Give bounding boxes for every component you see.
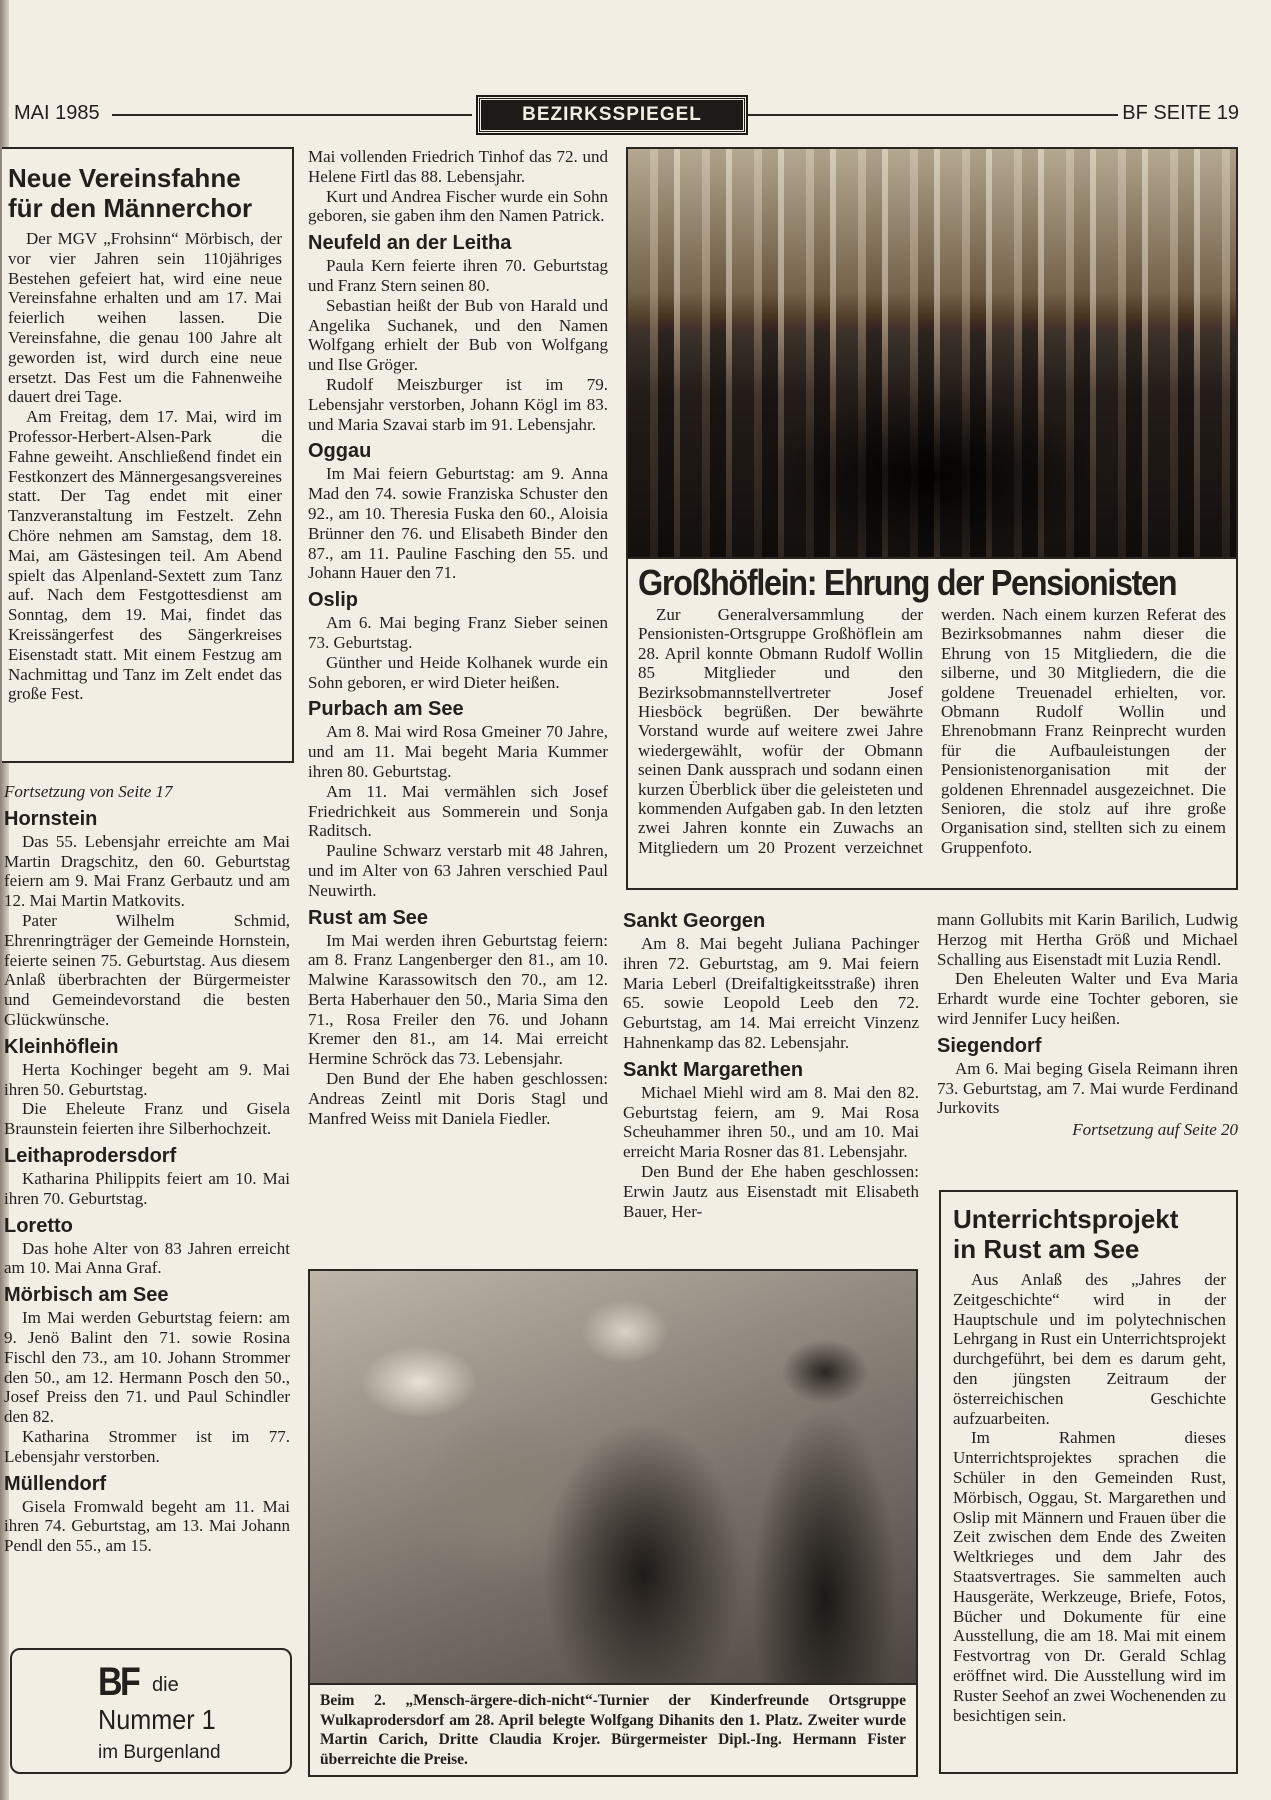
paragraph: Am 6. Mai beging Franz Sieber seinen 73. Geburtstag. bbox=[308, 613, 608, 652]
paragraph: Günther und Heide Kolhanek wurde ein Sohn geboren, er wird Dieter heißen. bbox=[308, 652, 608, 692]
ad-line: Nummer 1 bbox=[98, 1704, 216, 1735]
article-title bbox=[8, 163, 282, 223]
paragraph: Im Mai feiern Geburtstag: am 9. Anna Mad den 74. sowie Franziska Schuster den 92., am 10. Theresia Fuska den 60., Aloisia Brünner den 76. und Elisabeth Binder den 87., am 11. Pauline Fasching den 55. und Johann Hauer den 71. bbox=[308, 464, 608, 583]
paragraph: Das 55. Lebensjahr erreichte am Mai Martin Dragschitz, den 60. Geburtstag feiern am 9. Mai Franz Gerbautz und am 12. Mai Martin Matkovits. bbox=[4, 831, 290, 911]
paragraph: Im Mai werden Geburtstag feiern: am 9. Jenö Balint den 71. sowie Rosina Fischl den 73., am 10. Johann Strommer den 50., am 12. Hermann Posch den 50., Josef Preiss den 71. und Paul Schindler den 82. bbox=[4, 1308, 290, 1427]
article-body bbox=[8, 229, 282, 704]
section-heading: Kleinhöflein bbox=[4, 1035, 119, 1058]
section-heading: Mörbisch am See bbox=[4, 1284, 169, 1307]
paragraph: Den Bund der Ehe haben geschlossen: Andreas Zeintl mit Doris Stagl und Manfred Weiss mit Daniela Fiedler. bbox=[308, 1069, 608, 1128]
section-heading: Hornstein bbox=[4, 807, 98, 830]
section-heading: Leithaprodersdorf bbox=[4, 1144, 177, 1167]
paragraph: Mai vollenden Friedrich Tinhof das 72. und Helene Firtl das 88. Lebensjahr. bbox=[308, 147, 608, 186]
bf-logo: BF bbox=[98, 1660, 139, 1704]
article-box-vereinsfahne bbox=[2, 147, 294, 763]
section-heading: Sankt Margarethen bbox=[623, 1058, 804, 1081]
continuation-note: Fortsetzung auf Seite 20 bbox=[1072, 1120, 1238, 1140]
paragraph: mann Gollubits mit Karin Barilich, Ludwig Herzog mit Hertha Größ und Michael Schalling aus Eisenstadt mit Luzia Rendl. bbox=[937, 910, 1238, 969]
section-heading: Oggau bbox=[308, 440, 372, 463]
continuation-note: Fortsetzung von Seite 17 bbox=[4, 782, 173, 801]
section-heading: Rust am See bbox=[308, 906, 429, 929]
paragraph: Herta Kochinger begeht am 9. Mai ihren 50. Geburtstag. bbox=[4, 1059, 290, 1099]
paragraph: Michael Miehl wird am 8. Mai den 82. Geburtstag feiern, am 9. Mai Rosa Scheuhammer ihren 50., und am 10. Mai erreicht Maria Rosner das 81. Lebensjahr. bbox=[623, 1082, 919, 1162]
header-rule bbox=[748, 114, 1118, 116]
paragraph: Der MGV „Frohsinn“ Mörbisch, der vor vier Jahren sein 110jähriges Bestehen gefeiert hat, wird eine neue Vereinsfahne erhalten und am 17. Mai feierlich weihen lassen. Die Vereinsfahne, die genau 100 Jahre alt geworden ist, wird durch eine neue ersetzt. Das Fest um die Fahnenweihe dauert drei Tage. bbox=[8, 229, 282, 407]
paragraph: Am 8. Mai begeht Juliana Pachinger ihren 72. Geburtstag, am 9. Mai feiern Maria Leberl (Dreifaltigkeitsstraße) ihren 65. sowie Leopold Leeb den 72. Geburtstag, am 14. Mai erreicht Vinzenz Hahnenkamp das 82. Lebensjahr. bbox=[623, 934, 919, 1052]
column-sankt-georgen bbox=[623, 910, 919, 1221]
article-box-unterrichtsprojekt bbox=[939, 1190, 1238, 1774]
bf-advertisement bbox=[10, 1648, 292, 1774]
article-title: Großhöflein: Ehrung der Pensionisten bbox=[638, 562, 1177, 603]
section-heading: Neufeld an der Leitha bbox=[308, 232, 512, 255]
photo-caption: Beim 2. „Mensch-ärgere-dich-nicht“-Turnier der Kinderfreunde Ortsgruppe Wulkaprodersdorf am 28. April belegte Wolfgang Dihanits den 1. Platz. Zweiter wurde Martin Carich, Dritte Claudia Krojer. Bürgermeister Dipl.-Ing. Hermann Fister überreichte die Preise. bbox=[310, 1683, 916, 1775]
paragraph: Das hohe Alter von 83 Jahren erreicht am 10. Mai Anna Graf. bbox=[4, 1238, 290, 1278]
paragraph: Den Bund der Ehe haben geschlossen: Erwin Jautz aus Eisenstadt mit Elisabeth Bauer, Her- bbox=[623, 1161, 919, 1221]
paragraph: Rudolf Meiszburger ist im 79. Lebensjahr verstorben, Johann Kögl im 83. und Maria Szavai starb im 91. Lebensjahr. bbox=[308, 374, 608, 434]
section-title: BEZIRKSSPIEGEL bbox=[478, 97, 746, 133]
paragraph: Pauline Schwarz verstarb mit 48 Jahren, und im Alter von 63 Jahren verschied Paul Neuwirth. bbox=[308, 841, 608, 900]
photo-turnier bbox=[308, 1269, 918, 1777]
paragraph: Am 11. Mai vermählen sich Josef Friedrichkeit aus Sommerein und Sonja Raditsch. bbox=[308, 781, 608, 841]
paragraph: Katharina Strommer ist im 77. Lebensjahr verstorben. bbox=[4, 1426, 290, 1466]
section-heading: Oslip bbox=[308, 589, 359, 612]
paragraph: Katharina Philippits feiert am 10. Mai ihren 70. Geburtstag. bbox=[4, 1168, 290, 1208]
ad-line: im Burgenland bbox=[98, 1742, 221, 1763]
paragraph: Am 6. Mai beging Gisela Reimann ihren 73. Geburtstag, am 7. Mai wurde Ferdinand Jurkovits bbox=[937, 1058, 1238, 1118]
paragraph: Am Freitag, dem 17. Mai, wird im Professor-Herbert-Alsen-Park die Fahne geweiht. Anschließend findet ein Festkonzert des Männergesangsvereines statt. Der Tag endet mit einer Tanzveranstaltung im Festzelt. Zehn Chöre nehmen am Samstag, dem 18. Mai, am Gästesingen teil. Am Abend spielt das Alpenland-Sextett zum Tanz auf. Nach dem Festgottesdienst am Sonntag, dem 19. Mai, findet das Kreissängerfest des Sängerkreises Eisenstadt statt. Mit einem Festzug am Nachmittag und Tanz im Zelt endet das große Fest. bbox=[8, 407, 282, 704]
article-title bbox=[953, 1204, 1226, 1264]
title-line: Unterrichtsprojekt bbox=[953, 1204, 1179, 1234]
paragraph: Im Mai werden ihren Geburtstag feiern: am 8. Franz Langenberger den 81., am 10. Malwine Karassowitsch den 70., am 12. Berta Haberhauer den 50., Maria Sima den 71., Rosa Freiler den 76. und Johann Kremer den 81., am 14. Mai erreicht Hermine Schröck das 73. Lebensjahr. bbox=[308, 930, 608, 1069]
issue-date: MAI 1985 bbox=[14, 102, 100, 124]
paragraph: Kurt und Andrea Fischer wurde ein Sohn geboren, sie gaben ihm den Namen Patrick. bbox=[308, 186, 608, 226]
title-line: für den Männerchor bbox=[8, 193, 253, 223]
section-heading: Müllendorf bbox=[4, 1472, 107, 1495]
paragraph: Im Rahmen dieses Unterrichtsprojektes sprachen die Schüler in den Gemeinden Rust, Mörbisch, Oggau, St. Margarethen und Oslip mit Männern und Frauen über die Zeit zwischen dem Ende des Zweiten Weltkrieges und dem Jahr des Staatsvertrages. Sie sammelten auch Hausgeräte, Werkzeuge, Briefe, Fotos, Bücher und Dokumente für eine Ausstellung, die am 18. Mai mit einem Festvortrag von Dr. Gerald Schlag eröffnet wird. Die Ausstellung wird im Ruster Seehof an zwei Wochenenden zu besichtigen sein. bbox=[953, 1428, 1226, 1725]
paragraph: Aus Anlaß des „Jahres der Zeitgeschichte“ wird in der Hauptschule und im polytechnischen Lehrgang in Rust ein Unterrichtsprojekt durchgeführt, bei dem es darum geht, den jüngsten Zeitraum der österreichischen Geschichte aufzuarbeiten. bbox=[953, 1270, 1226, 1428]
column-siegendorf bbox=[937, 910, 1238, 1144]
paragraph: Die Eheleute Franz und Gisela Braunstein feierten ihre Silberhochzeit. bbox=[4, 1099, 290, 1139]
paragraph: Paula Kern feierte ihren 70. Geburtstag und Franz Stern seinen 80. bbox=[308, 256, 608, 295]
title-line: Neue Vereinsfahne bbox=[8, 163, 241, 193]
paragraph: Sebastian heißt der Bub von Harald und Angelika Suchanek, und den Namen Wolfgang erhielt der Bub von Wolfgang und Ilse Gröger. bbox=[308, 295, 608, 375]
paragraph: Gisela Fromwald begeht am 11. Mai ihren 74. Geburtstag, am 13. Mai Johann Pendl den 55., am 15. bbox=[4, 1496, 290, 1556]
ad-line: die bbox=[152, 1674, 179, 1696]
left-column bbox=[4, 780, 290, 1556]
paragraph: Am 8. Mai wird Rosa Gmeiner 70 Jahre, und am 11. Mai begeht Maria Kummer ihren 80. Geburtstag. bbox=[308, 722, 608, 781]
section-heading: Siegendorf bbox=[937, 1034, 1042, 1057]
page-number: BF SEITE 19 bbox=[1122, 102, 1239, 124]
section-heading: Sankt Georgen bbox=[623, 910, 766, 932]
header-rule bbox=[112, 114, 472, 116]
section-heading: Purbach am See bbox=[308, 698, 464, 721]
group-photo-pensionisten bbox=[626, 147, 1238, 559]
article-body bbox=[953, 1270, 1226, 1725]
article-body: Zur Generalversammlung der Pensionisten-Ortsgruppe Großhöflein am 28. April konnte Obmann Rudolf Wollin 85 Mitglieder und den Bezirksobmannstellvertreter Josef Hiesböck begrüßen. Der bewährte Vorstand wurde auf weitere zwei Jahre wiedergewählt, wofür der Obmann seinen Dank aussprach und sodann einen kurzen Überblick über die geleisteten und kommenden Aufgaben gab. In den letzten zwei Jahren konnte ein Zuwachs an Mitgliedern um 20 Prozent verzeichnet werden. Nach einem kurzen Referat des Bezirksobmannes nahm dieser die Ehrung von 15 Mitgliedern, die die silberne, und 30 Mitgliedern, die die goldene Treuenadel erhielten, vor. Obmann Rudolf Wollin und Ehrenobmann Franz Reinprecht wurden für die Aufbauleistungen der Pensionistenorganisation mit der goldenen Ehrennadel ausgezeichnet. Die Senioren, die stolz auf ihre große Organisation sind, stellten sich zu einem Gruppenfoto. bbox=[638, 605, 1226, 857]
title-line: in Rust am See bbox=[953, 1234, 1140, 1264]
paragraph: Pater Wilhelm Schmid, Ehrenringträger der Gemeinde Hornstein, feierte seinen 75. Geburtstag. Aus diesem Anlaß überbrachten der Bürgermeister und Gemeindevorstand die besten Glückwünsche. bbox=[4, 910, 290, 1029]
paragraph: Den Eheleuten Walter und Eva Maria Erhardt wurde eine Tochter geboren, sie wird Jennifer Lucy heißen. bbox=[937, 969, 1238, 1028]
section-heading: Loretto bbox=[4, 1214, 73, 1237]
article-box-grosshoeflein bbox=[626, 557, 1238, 890]
middle-column bbox=[308, 147, 608, 1128]
